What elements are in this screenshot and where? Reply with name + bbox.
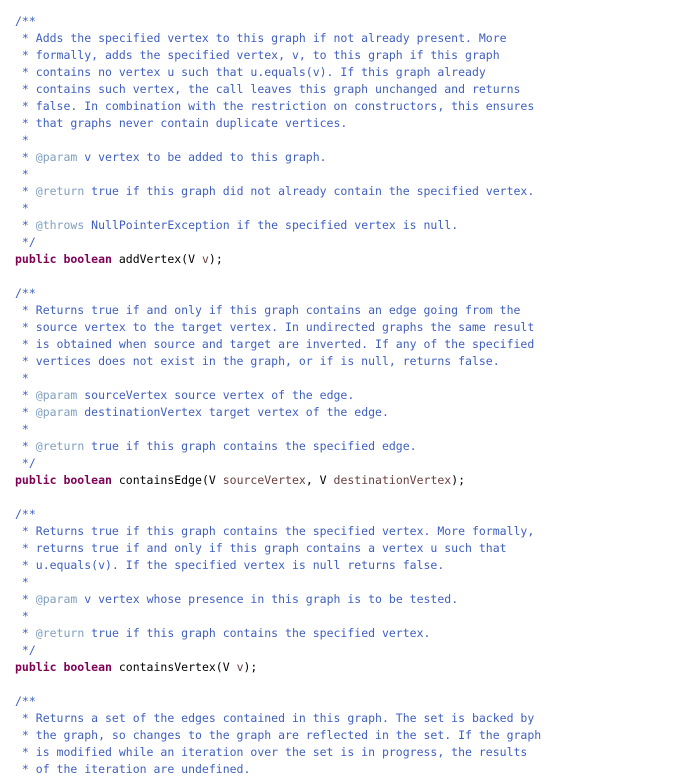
javadoc-line [0, 591, 696, 608]
javadoc-line [0, 285, 696, 302]
javadoc-line [0, 642, 696, 659]
javadoc-tag: @param [35, 150, 78, 164]
javadoc-line [0, 115, 696, 132]
method-signature [0, 472, 696, 489]
comment-text: * [15, 201, 29, 215]
comment-text: * [15, 167, 29, 181]
comment-text: * [15, 218, 36, 232]
javadoc-line [0, 30, 696, 47]
javadoc-line [0, 557, 696, 574]
comment-text: * Returns a set of the edges contained in this graph. The set is backed by [15, 711, 535, 725]
comment-text: * of the iteration are undefined. [15, 762, 251, 776]
javadoc-line [0, 727, 696, 744]
javadoc-line [0, 319, 696, 336]
javadoc-line [0, 370, 696, 387]
javadoc-line [0, 234, 696, 251]
comment-text: * Returns true if this graph contains the specified vertex. More formally, [15, 524, 535, 538]
javadoc-line [0, 98, 696, 115]
javadoc-tag: @param [35, 405, 78, 419]
comment-text: * [15, 439, 36, 453]
javadoc-line [0, 455, 696, 472]
comment-text: /** [15, 14, 36, 28]
keyword: public boolean [15, 252, 112, 266]
comment-text: true if this graph did not already contain the specified vertex. [84, 184, 535, 198]
comment-text: * is obtained when source and target are inverted. If any of the specified [15, 337, 535, 351]
javadoc-line [0, 13, 696, 30]
comment-text: /** [15, 694, 36, 708]
code-text: ); [451, 473, 466, 487]
comment-text: * Adds the specified vertex to this graph if not already present. More [15, 31, 507, 45]
method-signature [0, 251, 696, 268]
method-name: containsEdge(V [111, 473, 223, 487]
parameter-name: v [201, 252, 209, 266]
javadoc-line [0, 166, 696, 183]
parameter-name: sourceVertex [222, 473, 306, 487]
keyword: public boolean [15, 473, 112, 487]
comment-text: * is modified while an iteration over the set is in progress, the results [15, 745, 528, 759]
comment-text: */ [15, 643, 36, 657]
comment-text: * contains such vertex, the call leaves this graph unchanged and returns [15, 82, 521, 96]
comment-text: * [15, 405, 36, 419]
javadoc-line [0, 336, 696, 353]
comment-text: true if this graph contains the specified edge. [84, 439, 417, 453]
javadoc-tag: @throws [35, 218, 85, 232]
javadoc-line [0, 200, 696, 217]
comment-text: sourceVertex source vertex of the edge. [77, 388, 355, 402]
javadoc-line [0, 217, 696, 234]
method-signature [0, 659, 696, 676]
comment-text: NullPointerException if the specified vertex is null. [84, 218, 459, 232]
javadoc-line [0, 761, 696, 778]
comment-text: /** [15, 507, 36, 521]
comment-text: * source vertex to the target vertex. In undirected graphs the same result [15, 320, 535, 334]
javadoc-line [0, 387, 696, 404]
comment-text: * [15, 422, 29, 436]
comment-text: * contains no vertex u such that u.equals(v). If this graph already [15, 65, 486, 79]
comment-text: * [15, 626, 36, 640]
parameter-name: destinationVertex [333, 473, 452, 487]
javadoc-line [0, 183, 696, 200]
blank-line [0, 676, 696, 693]
javadoc-line [0, 574, 696, 591]
comment-text: * [15, 371, 29, 385]
javadoc-line [0, 693, 696, 710]
comment-text: * [15, 592, 36, 606]
parameter-name: v [236, 660, 244, 674]
javadoc-line [0, 744, 696, 761]
javadoc-line [0, 353, 696, 370]
keyword: public boolean [15, 660, 112, 674]
javadoc-line [0, 302, 696, 319]
comment-text: destinationVertex target vertex of the edge. [77, 405, 389, 419]
code-text: , V [305, 473, 334, 487]
code-text: ); [208, 252, 223, 266]
comment-text: * false. In combination with the restriction on constructors, this ensures [15, 99, 535, 113]
blank-line [0, 489, 696, 506]
javadoc-line [0, 64, 696, 81]
comment-text: * that graphs never contain duplicate vertices. [15, 116, 348, 130]
comment-text: * u.equals(v). If the specified vertex is null returns false. [15, 558, 445, 572]
javadoc-line [0, 540, 696, 557]
blank-line [0, 268, 696, 285]
comment-text: * returns true if and only if this graph contains a vertex u such that [15, 541, 507, 555]
comment-text: * vertices does not exist in the graph, or if is null, returns false. [15, 354, 500, 368]
javadoc-tag: @param [35, 592, 78, 606]
javadoc-line [0, 149, 696, 166]
javadoc-line [0, 608, 696, 625]
javadoc-tag: @return [35, 626, 85, 640]
comment-text: v vertex to be added to this graph. [77, 150, 327, 164]
javadoc-line [0, 506, 696, 523]
comment-text: */ [15, 235, 36, 249]
comment-text: * [15, 609, 29, 623]
comment-text: */ [15, 456, 36, 470]
javadoc-line [0, 421, 696, 438]
javadoc-line [0, 438, 696, 455]
comment-text: * [15, 150, 36, 164]
method-name: containsVertex(V [111, 660, 237, 674]
comment-text: true if this graph contains the specified vertex. [84, 626, 431, 640]
comment-text: * the graph, so changes to the graph are reflected in the set. If the graph [15, 728, 542, 742]
comment-text: * [15, 575, 29, 589]
javadoc-line [0, 81, 696, 98]
javadoc-line [0, 132, 696, 149]
javadoc-line [0, 710, 696, 727]
comment-text: * Returns true if and only if this graph contains an edge going from the [15, 303, 521, 317]
javadoc-line [0, 523, 696, 540]
javadoc-tag: @return [35, 439, 85, 453]
javadoc-line [0, 404, 696, 421]
code-text: ); [243, 660, 258, 674]
comment-text: * [15, 388, 36, 402]
javadoc-tag: @param [35, 388, 78, 402]
comment-text: /** [15, 286, 36, 300]
comment-text: * [15, 184, 36, 198]
comment-text: * [15, 133, 29, 147]
javadoc-line [0, 47, 696, 64]
javadoc-line [0, 625, 696, 642]
comment-text: v vertex whose presence in this graph is to be tested. [77, 592, 459, 606]
comment-text: * formally, adds the specified vertex, v, to this graph if this graph [15, 48, 500, 62]
method-name: addVertex(V [111, 252, 202, 266]
javadoc-tag: @return [35, 184, 85, 198]
